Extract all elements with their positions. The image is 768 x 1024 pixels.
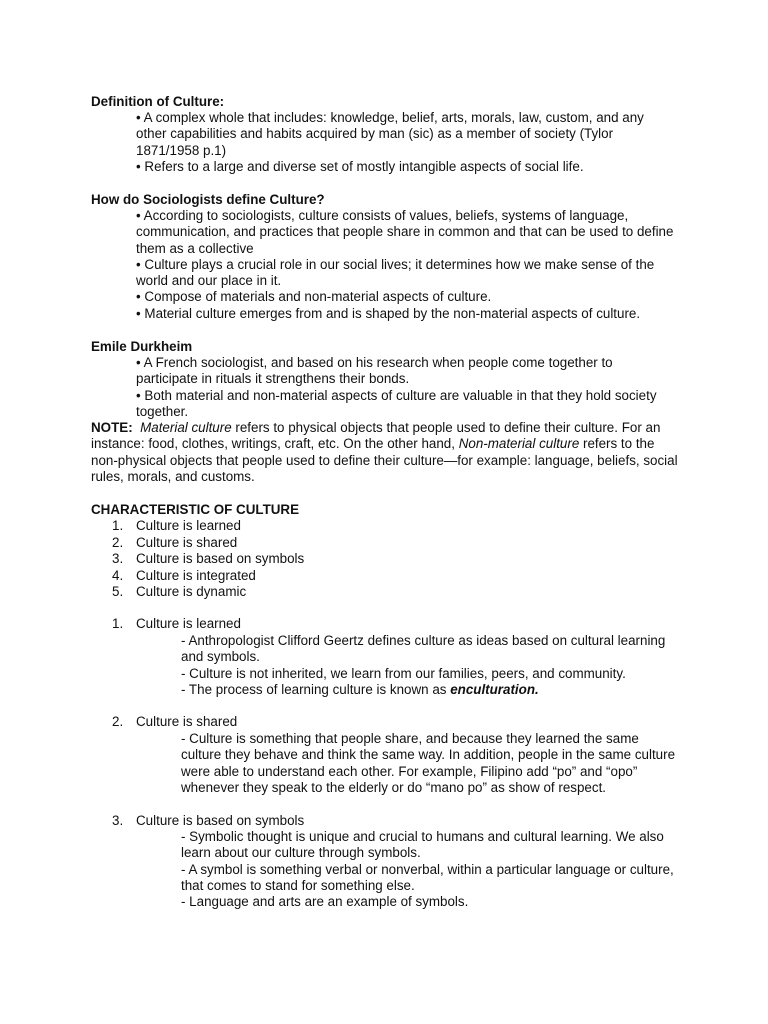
detail-line: - Culture is something that people share, and because they learned the same culture they behave and think the same way. In addition, people in the same culture were able to understand each other. For example, Filipino add “po” and “opo” whenever they speak to the elderly or do “mano po” as show of respect. (181, 731, 676, 795)
definition-bullet: • Refers to a large and diverse set of mostly intangible aspects of social life. (136, 158, 584, 174)
characteristic-item (112, 584, 246, 600)
item-number: 1. (112, 518, 124, 533)
item-number: 5. (112, 584, 124, 599)
item-text: Culture is learned (136, 616, 241, 631)
characteristic-item (112, 518, 241, 534)
definition-bullets (136, 110, 676, 175)
detail-line: - A symbol is something verbal or nonverbal, within a particular language or culture, that comes to stand for something else. (181, 861, 674, 893)
note-label: NOTE: (91, 420, 133, 435)
symbols-details (181, 829, 681, 910)
definition-heading: Definition of Culture: (91, 94, 225, 109)
non-material-culture-term: Non-material culture (458, 436, 580, 452)
note-text-part: refers to the non-physical objects that people used to define their culture—for example: language, beliefs, social rules, morals, and customs. (91, 436, 678, 484)
section-title-learned (112, 616, 241, 632)
sociologists-heading: How do Sociologists define Culture? (91, 192, 325, 207)
item-text: Culture is based on symbols (136, 813, 305, 828)
durkheim-heading: Emile Durkheim (91, 339, 193, 354)
item-text: Culture is dynamic (136, 584, 247, 599)
learned-details (181, 633, 681, 698)
note-text (91, 420, 681, 485)
section-title-shared (112, 714, 237, 730)
item-number: 1. (112, 616, 124, 631)
detail-text: - The process of learning culture is known as (181, 681, 451, 697)
item-text: Culture is shared (136, 714, 238, 729)
detail-line: - Language and arts are an example of symbols. (181, 894, 469, 910)
item-text: Culture is integrated (136, 568, 256, 583)
durkheim-bullet: • A French sociologist, and based on his research when people come together to participate in rituals it strengthens their bonds. (136, 355, 613, 387)
material-culture-term: Material culture (140, 420, 232, 435)
note-text-part: refers to physical objects that people used to define their culture. For an instance: food, clothes, writings, craft, etc. On the other hand, (91, 420, 661, 452)
item-text: Culture is learned (136, 518, 241, 533)
section-title-symbols (112, 813, 304, 829)
item-number: 2. (112, 535, 124, 550)
detail-line: - Culture is not inherited, we learn from our families, peers, and community. (181, 665, 626, 681)
characteristic-item (112, 551, 304, 567)
sociologists-bullet: • Material culture emerges from and is shaped by the non-material aspects of culture. (136, 305, 641, 321)
note-paragraph (91, 420, 681, 485)
definition-bullet: • A complex whole that includes: knowledge, belief, arts, morals, law, custom, and any other capabilities and habits acquired by man (sic) as a member of society (Tylor 1871/1958 p.1) (136, 110, 644, 158)
detail-line: - Anthropologist Clifford Geertz defines culture as ideas based on cultural learning and symbols. (181, 633, 666, 665)
enculturation-term: enculturation. (450, 681, 539, 697)
sociologists-bullet: • Compose of materials and non-material aspects of culture. (136, 289, 492, 305)
item-text: Culture is shared (136, 535, 238, 550)
durkheim-bullet: • Both material and non-material aspects of culture are valuable in that they hold society together. (136, 387, 657, 419)
item-number: 2. (112, 714, 124, 729)
characteristic-item (112, 568, 256, 584)
item-number: 3. (112, 551, 124, 566)
detail-line (181, 682, 681, 698)
item-number: 4. (112, 568, 124, 583)
sociologists-bullets (136, 208, 676, 322)
shared-details (181, 731, 681, 796)
sociologists-bullet: • Culture plays a crucial role in our social lives; it determines how we make sense of the world and our place in it. (136, 256, 655, 289)
detail-line: - Symbolic thought is unique and crucial to humans and cultural learning. We also learn about our culture through symbols. (181, 829, 664, 861)
item-number: 3. (112, 813, 124, 828)
durkheim-bullets (136, 355, 676, 420)
item-text: Culture is based on symbols (136, 551, 305, 566)
sociologists-bullet: • According to sociologists, culture consists of values, beliefs, systems of language, communication, and practices that people share in common and that can be used to define them as a collective (136, 208, 674, 256)
characteristic-item (112, 535, 237, 551)
characteristics-heading: CHARACTERISTIC OF CULTURE (91, 502, 300, 517)
